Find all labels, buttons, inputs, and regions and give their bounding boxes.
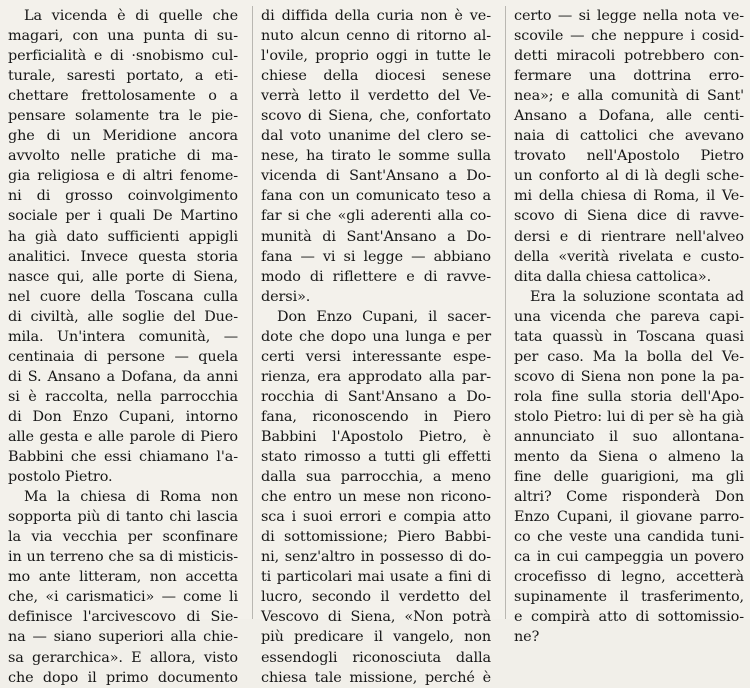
text-line: pensare solamente tra le pie- [8,108,238,125]
text-line: perficialità e di ·snobismo cul- [8,48,238,65]
text-line: dal voto unanime del clero se- [261,128,491,145]
text-line: Babbini l'Apostolo Pietro, è [261,428,491,445]
text-line: altri? Come risponderà Don [514,489,744,506]
article-column-2 [252,6,491,686]
text-line: che, «i carismatici» — come li [8,589,238,606]
text-line: far si che «gli aderenti alla co- [261,208,491,225]
text-line: dersi e di rientrare nell'alveo [514,228,744,245]
text-line: si è raccolta, nella parrocchia [8,388,238,405]
text-line: magari, con una punta di su- [8,28,238,45]
text-line: tata quassù in Toscana quasi [514,328,744,345]
text-line: rocchia di Sant'Ansano a Do- [261,388,491,405]
text-line: l'ovile, proprio oggi in tutte le [261,48,491,65]
text-line: supinamente il trasferimento, [514,589,744,606]
text-line: dalla sua parrocchia, a meno [261,469,491,486]
text-line: ti particolari mai usate a fini di [261,569,491,586]
text-line: certi versi interessante espe- [261,348,491,365]
text-line: fana — vi si legge — abbiano [261,248,491,265]
text-line: sca i suoi errori e compia atto [261,509,491,526]
text-line: scovo di Siena dice di ravve- [514,208,744,225]
text-line: verrà letto il verdetto del Ve- [261,88,491,105]
text-line: analitici. Invece questa storia [8,248,238,265]
article-column-3 [505,6,744,646]
text-line: di civiltà, alle soglie del Due- [8,308,238,325]
text-line: scovo di Siena non pone la pa- [514,368,744,385]
text-line: rola fine sulla storia dell'Apo- [514,388,744,405]
text-line: scovile — che neppure i cosid- [514,28,744,45]
text-line: mi della chiesa di Roma, il Ve- [514,188,744,205]
text-line: ni, senz'altro in possesso di do- [261,549,491,566]
text-line: ca in cui campeggia un povero [514,549,744,566]
article-column-1 [8,6,238,686]
text-line: Vescovo di Siena, «Non potrà [261,609,491,626]
text-line: mo ante litteram, non accetta [8,569,238,586]
text-line: nasce qui, alle porte di Siena, [8,268,238,285]
text-line: stato rimosso a tutti gli effetti [261,449,491,466]
text-line: una vicenda che pareva capi- [514,308,744,325]
text-line: La vicenda è di quelle che [24,8,238,24]
text-line: un conforto al di là degli sche- [514,168,744,185]
text-line: Don Enzo Cupani, il sacer- [277,308,491,325]
text-line: di S. Ansano a Dofana, da anni [8,368,238,385]
text-line: chiese della diocesi senese [261,68,491,85]
text-line: dote che dopo una lunga e per [261,328,491,345]
text-line: annunciato il suo allontana- [514,428,744,445]
text-line: mento da Siena o almeno la [514,449,744,466]
text-line: Enzo Cupani, il giovane parro- [514,509,744,526]
text-line: vicenda di Sant'Ansano a Do- [261,168,491,185]
text-line: co che veste una candida tuni- [514,529,744,546]
text-line: Babbini che essi chiamano l'a- [8,449,238,466]
text-line: rienza, era approdato alla par- [261,368,491,385]
text-line: per caso. Ma la bolla del Ve- [514,348,744,365]
text-line: in un terreno che sa di misticis- [8,549,238,566]
text-line: nuto alcun cenno di ritorno al- [261,28,491,45]
text-line: più predicare il vangelo, non [261,629,491,646]
text-line: mila. Un'intera comunità, — [8,328,238,345]
text-line: avvolto nelle pratiche di ma- [8,148,238,165]
text-line: certo — si legge nella nota ve- [514,8,744,24]
text-line: crocefisso di legno, accetterà [514,569,744,586]
text-line: scovo di Siena, che, confortato [261,108,491,125]
text-line: ne? [514,629,540,646]
text-line: che dopo il primo documento [8,669,238,686]
text-line: postolo Pietro. [8,469,113,486]
text-line: della «verità rivelata e custo- [514,248,744,265]
text-line: chiesa tale missione, perché è [261,669,491,686]
text-line: di Don Enzo Cupani, intorno [8,408,238,425]
text-line: gia religiosa e di altri fenome- [8,168,238,185]
text-line: dita dalla chiesa cattolica». [514,268,712,285]
text-line: sopporta più di tanto chi lascia [8,509,238,526]
text-line: Era la soluzione scontata ad [530,288,744,305]
text-line: definisce l'arcivescovo di Sie- [8,609,238,626]
text-line: la via vecchia per sconfinare [8,529,238,546]
text-line: Ansano a Dofana, alle centi- [514,108,744,125]
text-line: nea»; e alla comunità di Sant' [514,88,744,105]
text-line: fine delle guarigioni, ma gli [514,469,744,486]
text-line: fana, riconoscendo in Piero [261,408,491,425]
text-line: centinaia di persone — quela [8,348,238,365]
text-line: ni di grosso coinvolgimento [8,188,238,205]
text-line: di diffida della curia non è ve- [261,8,491,24]
text-line: Ma la chiesa di Roma non [24,489,238,506]
text-line: stolo Pietro: lui di per sè ha già [514,408,744,425]
text-line: fermare una dottrina erro- [514,68,744,85]
text-line: di sottomissione; Piero Babbi- [261,529,491,546]
text-line: dersi». [261,288,311,305]
text-line: naia di cattolici che avevano [514,128,744,145]
text-line: che entro un mese non ricono- [261,489,491,506]
text-line: ghe di un Meridione ancora [8,128,238,145]
text-line: chettare frettolosamente o a [8,88,238,105]
text-line: sa gerarchica». E allora, visto [8,649,238,666]
text-line: lucro, secondo il verdetto del [261,589,491,606]
text-line: turale, saresti portato, a eti- [8,68,238,85]
text-line: nese, ha tirato le somme sulla [261,148,491,165]
text-line: essendogli riconosciuta dalla [261,649,491,666]
text-line: trovato nell'Apostolo Pietro [514,148,744,165]
text-line: nel cuore della Toscana culla [8,288,238,305]
text-line: detti miracoli potrebbero con- [514,48,744,65]
text-line: alle gesta e alle parole di Piero [8,428,238,445]
text-line: e compirà atto di sottomissio- [514,609,744,626]
text-line: munità di Sant'Ansano a Do- [261,228,491,245]
text-line: modo di riflettere e di ravve- [261,268,491,285]
text-line: fana con un comunicato teso a [261,188,491,205]
text-line: sociale per i quali De Martino [8,208,238,225]
text-line: ha già dato sufficienti appigli [8,228,238,245]
text-line: na — siano superiori alla chie- [8,629,238,646]
